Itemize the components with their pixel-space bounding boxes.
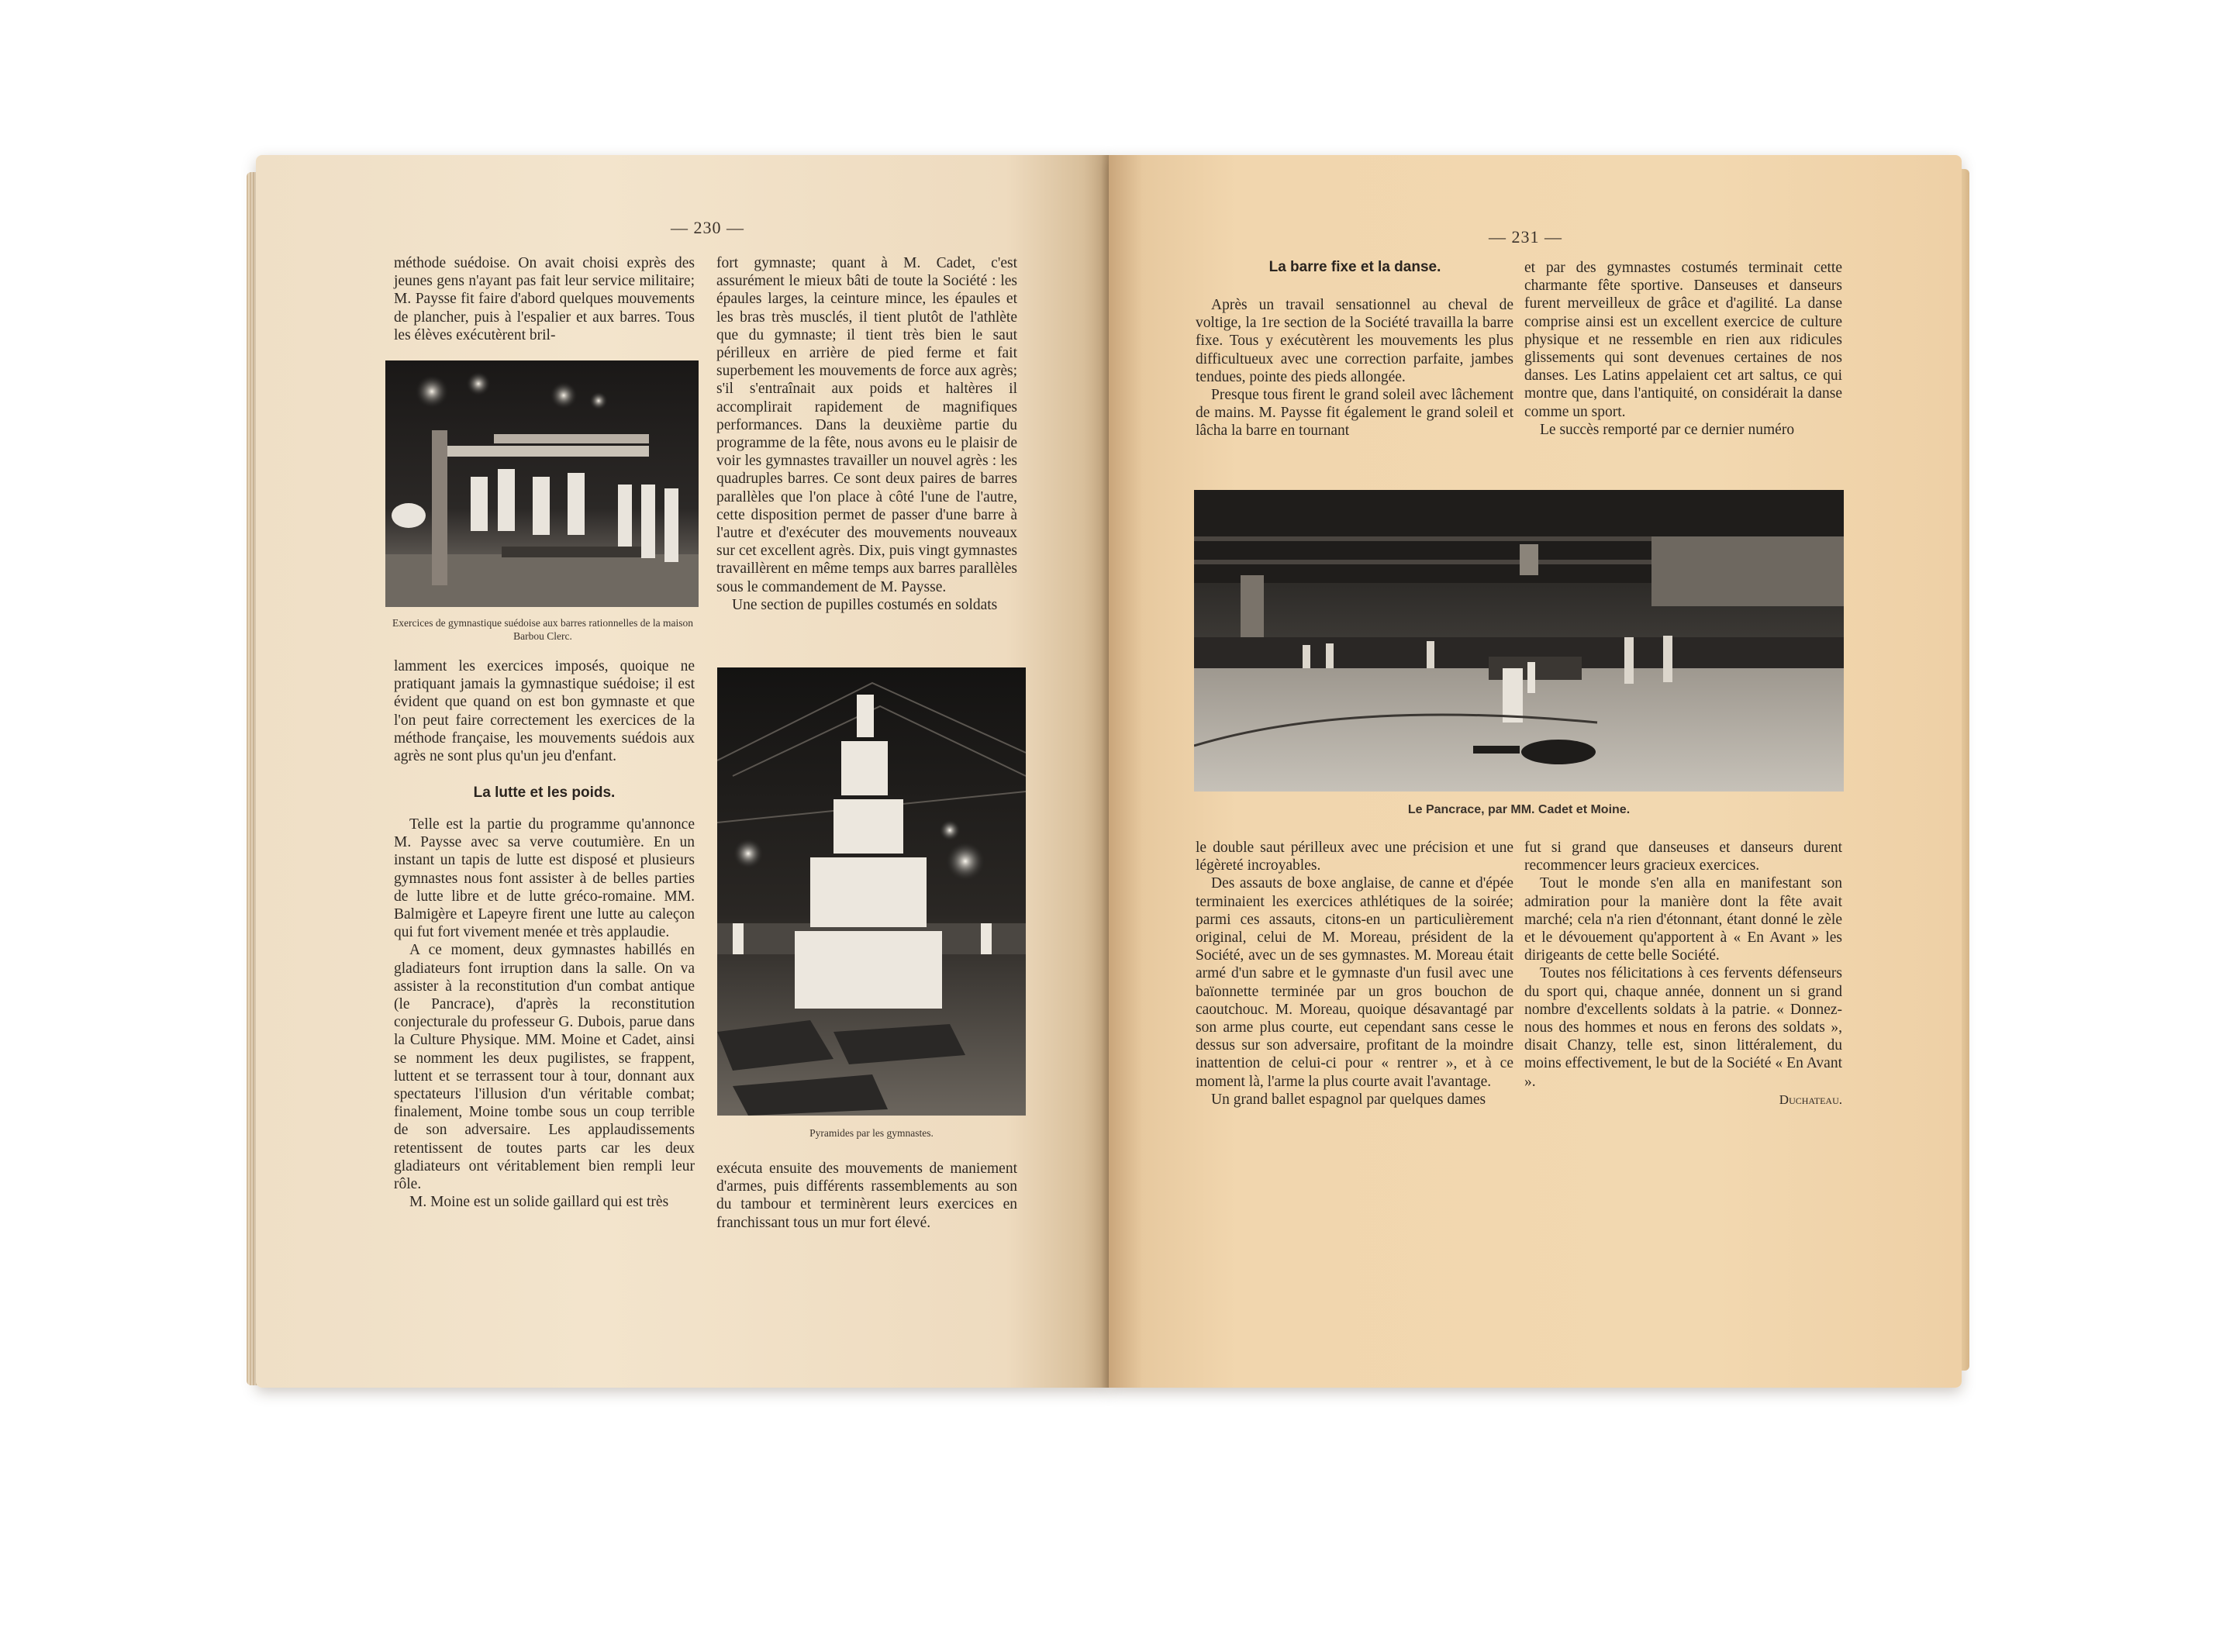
paragraph: Telle est la partie du programme qu'annonce M. Paysse avec sa verve coutumière. En un instant un tapis de lutte est disposé et plusieurs gymnastes nous font assister à de belles parties de lutte libre et de lutte gréco-romaine. MM. Balmigère et Lapeyre firent une lutte au caleçon qui fut fort vivement menée et très applaudie. [394, 816, 695, 941]
paragraph: A ce moment, deux gymnastes habillés en gladiateurs font irruption dans la salle. On va assister à la reconstitution d'un combat antique (le Pancrace), d'après la reconstitution conjecturale du professeur G. Dubois, parue dans la Culture Physique. MM. Moine et Cadet, ainsi se nomment les deux pugilistes, se frappent, luttent et se terrassent tour à tour, donnant aux spectateurs l'illusion d'un véritable combat; finalement, Moine tombe sous un coup terrible de son adversaire. Les applaudissements retentissent de toutes parts car les deux gladiateurs ont véritablement bien rempli leur rôle. [394, 942, 695, 1193]
page-number: — 231 — [1489, 227, 1562, 247]
paragraph: Une section de pupilles costumés en soldats [732, 596, 998, 613]
paragraph: Le succès remporté par ce dernier numéro [1540, 421, 1795, 438]
paragraph: exécuta ensuite des mouvements de maniement d'armes, puis différents rassemblements au son du tambour et terminèrent leurs exercices en franchissant tous un mur fort élevé. [716, 1161, 1017, 1231]
right-col1-bottom [1196, 839, 1513, 1109]
photo-swedish-gymnastics [385, 360, 699, 607]
paragraph: méthode suédoise. On avait choisi exprès des jeunes gens n'ayant pas fait leur service militaire; M. Paysse fit faire d'abord quelques mouvements de plancher, puis à l'espalier et aux barres. Tous les élèves exécutèrent bril- [394, 255, 695, 343]
right-col2-bottom [1524, 839, 1842, 1109]
right-page [1109, 155, 1962, 1388]
section-heading: La barre fixe et la danse. [1268, 259, 1441, 275]
paragraph: Tout le monde s'en alla en manifestant son admiration pour la manière dont la fête avait marché; cela n'a rien d'étonnant, étant donné le zèle et le dévouement qu'apportent à « En Avant » les dirigeants de cette belle Société. [1524, 875, 1842, 964]
left-col2-bottom [716, 1160, 1017, 1232]
left-page [256, 155, 1109, 1388]
photo1-caption: Exercices de gymnastique suédoise aux barres rationnelles de la maison Barbou Clerc. [392, 617, 693, 642]
paragraph: fut si grand que danseuses et danseurs durent recommencer leurs gracieux exercices. [1524, 840, 1842, 874]
section-heading: La lutte et les poids. [473, 785, 616, 801]
paragraph: Des assauts de boxe anglaise, de canne et d'épée terminaient les exercices athlétiques de la soirée; parmi ces assauts, citons-en un particulièrement original, celui de M. Moreau, président de la Société, avec un de ses gymnastes. M. Moreau était armé d'un sabre et le gymnaste d'un fusil avec une baïonnette terminée par un gros bouchon de caoutchouc. M. Moreau, quoique désavantagé par son arme plus courte, eut cependant sans cesse le dessus sur son adversaire, profitant de la moindre inattention de celui-ci pour « rentrer », et à ce moment là, l'arme la plus courte avait l'avantage. [1196, 875, 1513, 1090]
paragraph: et par des gymnastes costumés terminait cette charmante fête sportive. Danseuses et danseurs furent merveilleux de grâce et d'agilité. La danse comprise ainsi est un excellent exercice de culture physique et ne ressemble en rien aux ridicules glissements qui sont devenues certaines de nos danses. Les Latins appelaient cet art saltus, ce qui montre que, dans l'antiquité, on considérait la danse comme un sport. [1524, 260, 1842, 420]
paragraph: M. Moine est un solide gaillard qui est très [409, 1194, 669, 1211]
page-number: — 230 — [671, 218, 744, 237]
left-col1-top [394, 254, 695, 344]
photo-pancrace [1194, 490, 1844, 792]
photo2-caption: Pyramides par les gymnastes. [809, 1127, 934, 1139]
paragraph: le double saut périlleux avec une précision et une légèreté incroyables. [1196, 840, 1513, 874]
paragraph: Toutes nos félicitations à ces fervents défenseurs du sport qui, chaque année, donnent un si grand nombre d'excellents soldats à la patrie. « Donnez-nous des hommes et nous en ferons des soldats », disait Chanzy, telle est, sinon littéralement, du moins effectivement, le but de la Société « En Avant ». [1524, 965, 1842, 1090]
paragraph: Un grand ballet espagnol par quelques dames [1211, 1091, 1486, 1108]
author-signature: Duchateau. [1779, 1092, 1842, 1107]
photo-caption: Le Pancrace, par MM. Cadet et Moine. [1407, 803, 1631, 816]
right-col1-top [1196, 296, 1513, 440]
paragraph: Après un travail sensationnel au cheval de voltige, la 1re section de la Société travailla la barre fixe. Tous y exécutèrent les mouvements les plus difficultueux avec une correction parfaite, jambes tendues, pointe des pieds allongée. [1196, 297, 1513, 385]
left-col1-bottom [394, 657, 695, 765]
paragraph: lamment les exercices imposés, quoique ne pratiquant jamais la gymnastique suédoise; il est évident que quand on est bon gymnaste et que l'on peut faire correctement les exercices de la méthode française, les mouvements suédois aux agrès ne sont plus qu'un jeu d'enfant. [394, 658, 695, 765]
photo-pyramid [717, 667, 1026, 1116]
paragraph: Presque tous firent le grand soleil avec lâchement de mains. M. Paysse fit également le grand soleil et lâcha la barre en tournant [1196, 387, 1513, 440]
right-col2-top [1524, 259, 1842, 439]
left-col1-section [394, 816, 695, 1211]
paragraph: fort gymnaste; quant à M. Cadet, c'est assurément le mieux bâti de toute la Société : les épaules larges, la ceinture mince, les épaules et les bras très musclés, il tient plutôt de l'athlète que du gymnaste; il tient très bien le saut périlleux en arrière de pied ferme et fait superbement les mouvements de force aux agrès; s'il s'entraînait aux poids et haltères il accomplirait rapidement de magnifiques performances. Dans la deuxième partie du programme de la fête, nous avons eu le plaisir de voir les gymnastes travailler un nouvel agrès : les quadruples barres. Ce sont deux paires de barres parallèles que l'on place à côté l'une de l'autre, cette disposition permet de passer d'une barre à l'autre et d'exécuter des mouvements nouveaux sur cet excellent agrès. Dix, puis vingt gymnastes travaillèrent en même temps aux barres parallèles sous le commandement de M. Paysse. [716, 255, 1017, 595]
left-col2-top [716, 254, 1017, 614]
